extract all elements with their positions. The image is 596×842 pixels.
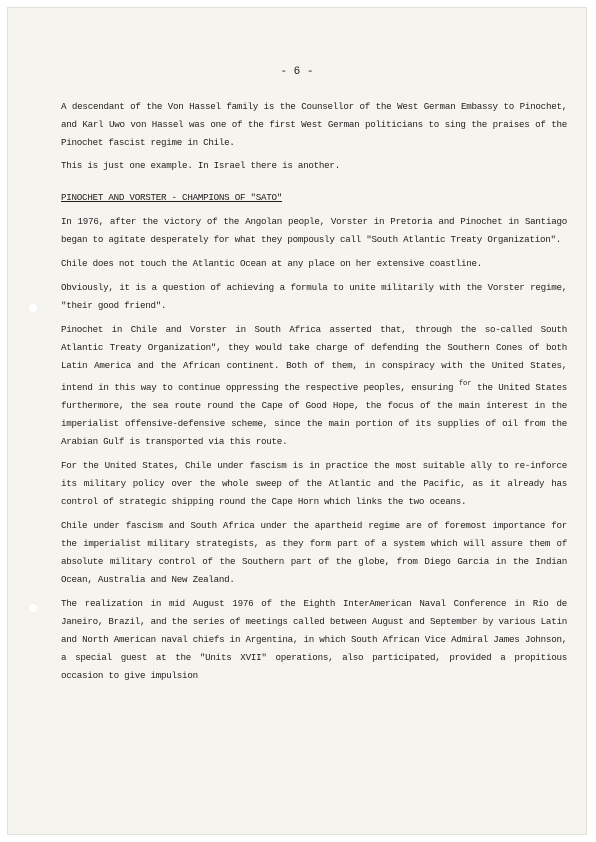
paragraph-united-states: For the United States, Chile under fascism is in practice the most suitable ally to re-inforce its military policy over the whole sweep of the Atlantic and the Pacific, as it already has control of strategic shipping round the Cape Horn which links the two oceans.: [61, 460, 567, 507]
document-body: [61, 98, 567, 691]
section-heading: PINOCHET AND VORSTER - CHAMPIONS OF "SATO": [61, 192, 283, 203]
paragraph-apartheid: Chile under fascism and South Africa under the apartheid regime are of foremost importance for the imperialist military strategists, as they form part of a system which will assure them of absolute military control of the Southern part of the globe, from Diego Garcia in the Indian Ocean, Australia and New Zealand.: [61, 520, 567, 585]
paragraph-sato: In 1976, after the victory of the Angolan people, Vorster in Pretoria and Pinochet in Santiago began to agitate desperately for what they pompously call "South Atlantic Treaty Organization".: [61, 216, 567, 245]
paragraph-coastline: Chile does not touch the Atlantic Ocean at any place on her extensive coastline.: [61, 258, 483, 269]
page-number: - 6 -: [280, 66, 314, 78]
paragraph-von-hassel: A descendant of the Von Hassel family is the Counsellor of the West German Embassy to Pinochet, and Karl Uwo von Hassel was one of the first West German politicians to sing the praises of the Pinochet fascist regime in Chile.: [61, 101, 567, 148]
paragraph-southern-cones: [61, 321, 567, 451]
handwritten-insertion: for: [458, 380, 472, 388]
paragraph-vorster-regime: Obviously, it is a question of achieving a formula to unite militarily with the Vorster regime, "their good friend".: [61, 282, 567, 311]
paragraph-naval-conference: The realization in mid August 1976 of the Eighth InterAmerican Naval Conference in Rio de Janeiro, Brazil, and the series of meetings called between August and September by various Latin and North American naval chiefs in Argentina, in which South African Vice Admiral James Johnson, a special guest at the "Units XVII" operations, also participated, provided a propitious occasion to give impulsion: [61, 598, 567, 681]
paragraph-text: the United States furthermore, the sea route round the Cape of Good Hope, the focus of the main interest in the imperialist offensive-defensive scheme, since the main portion of its supplies of oil from the Arabian Gulf is transported via this route.: [61, 382, 568, 447]
punch-hole-mark: [28, 603, 38, 613]
paragraph-example: This is just one example. In Israel there is another.: [61, 160, 340, 171]
paragraph-text: Pinochet in Chile and Vorster in South Africa asserted that, through the so-called South Atlantic Treaty Organization", they would take charge of defending the Southern Cones of both Latin America and the African continent. Both of them, in conspiracy with the United States, intend in this way to continue oppressing the respective peoples, ensuring: [61, 324, 567, 393]
punch-hole-mark: [28, 303, 38, 313]
document-page: [8, 8, 586, 834]
